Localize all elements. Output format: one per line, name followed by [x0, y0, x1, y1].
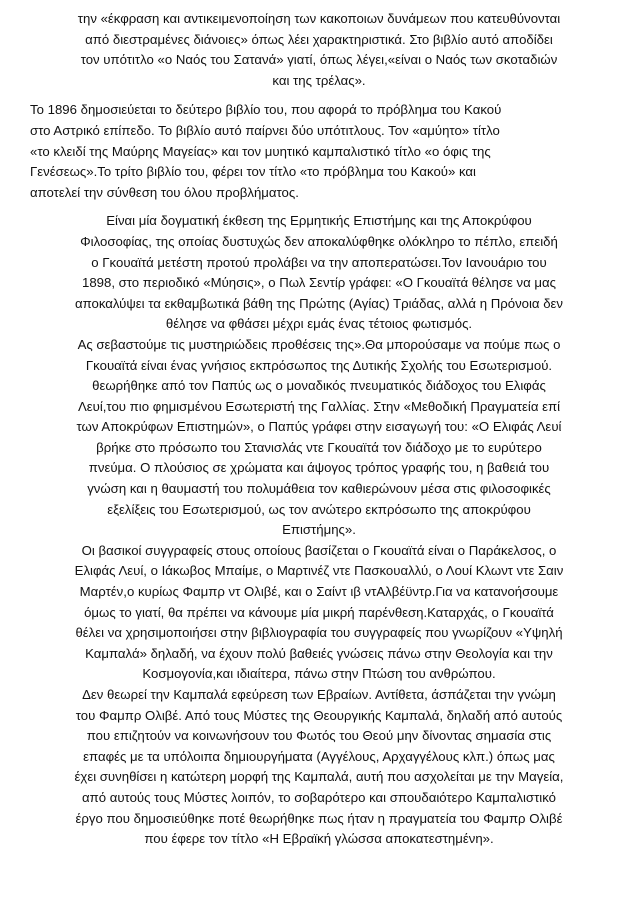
text-line: Είναι μία δογματική έκθεση της Ερμητικής Επιστήμης και της Αποκρύφου — [106, 213, 532, 229]
text-line: πνεύμα. Ο πλούσιος σε χρώματα και άψογος τρόπος γραφής του, η βαθειά του — [88, 460, 550, 476]
text-line: Φιλοσοφίας, της οποίας δυστυχώς δεν αποκαλύφθηκε ολόκληρο το πέπλο, επειδή — [80, 233, 558, 249]
text-line: Γενέσεως».Το τρίτο βιβλίο του, φέρει τον τίτλο «το πρόβλημα του Κακού» και — [30, 164, 476, 180]
text-line: θεωρήθηκε από τον Παπύς ως ο μοναδικός πνευματικός διάδοχος του Ελιφάς — [92, 378, 546, 394]
text-line: θέλει να χρησιμοποιήσει στην βιβλιογραφία του συγγραφείς που γνωρίζουν «Υψηλή — [75, 625, 563, 641]
text-line: του Φαμπρ Ολιβέ. Από τους Μύστες της Θεουργικής Καμπαλά, δηλαδή από αυτούς — [75, 707, 563, 723]
text-line: Ας σεβαστούμε τις μυστηριώδεις προθέσεις της».Θα μπορούσαμε να πούμε πως ο — [77, 336, 561, 352]
text-line: Γκουαϊτά είναι ένας γνήσιος εκπρόσωπος της Δυτικής Σχολής του Εσωτερισμού. — [85, 357, 553, 373]
text-line: Μαρτέν,ο κυρίως Φαμπρ ντ Ολιβέ, και ο Σαίντ ιβ ντΑλβέϋντρ.Για να κατανοήσουμε — [79, 584, 559, 600]
text-line: Καμπαλά» δηλαδή, να έχουν πολύ βαθειές γνώσεις πάνω στην Θεολογία και την — [85, 645, 553, 661]
text-line: των Αποκρύφων Επιστημών», ο Παπύς γράφει στην εισαγωγή του: «Ο Ελιφάς Λευί — [76, 419, 562, 435]
text-line: τον υπότιτλο «ο Ναός του Σατανά» γιατί, όπως λέγει,«είναι ο Ναός των σκοταδιών — [80, 52, 558, 68]
text-line: έργο που δημοσιεύθηκε ποτέ θεωρήθηκε πως ήταν η πραγματεία του Φαμπρ Ολιβέ — [75, 810, 563, 826]
text-line: Το 1896 δημοσιεύεται το δεύτερο βιβλίο του, που αφορά το πρόβλημα του Κακού — [30, 102, 502, 118]
text-line: όμως το γιατί, θα πρέπει να κάνουμε μία μικρή παρένθεση.Καταρχάς, ο Γκουαϊτά — [84, 604, 554, 620]
text-line: που επιζητούν να κοινωνήσουν του Φωτός του Θεού μην δίνοντας σημασία στις — [86, 728, 552, 744]
text-line: ο Γκουαϊτά μετέστη προτού προλάβει να την αποπερατώσει.Τον Ιανουάριο του — [91, 254, 547, 270]
text-line: εξελίξεις του Εσωτερισμού, ως τον ανώτερο εκπρόσωπο της αποκρύφου — [107, 501, 531, 517]
text-line: θέλησε να φθάσει μέχρι εμάς ένας τέτοιος φωτισμός. — [165, 316, 473, 332]
text-line: στο Αστρικό επίπεδο. Το βιβλίο αυτό παίρνει δύο υπότιτλους. Τον «αμύητο» τίτλο — [30, 122, 500, 138]
text-line: από αυτούς τους Μύστες λοιπόν, το σοβαρότερο και σπουδαιότερο Καμπαλιστικό — [82, 789, 556, 805]
text-line: Δεν θεωρεί την Καμπαλά εφεύρεση των Εβραίων. Αντίθετα, άσπάζεται την γνώμη — [82, 687, 556, 702]
text-line: γνώση και η θαυμαστή του πολυμάθεια τον καθιερώνουν μέσα στις φιλοσοφικές — [87, 481, 551, 497]
paragraph-intro-continuation — [30, 9, 608, 91]
text-line: έχει συνηθίσει η κατώτερη μορφή της Καμπαλά, αυτή που ασχολείται με την Μαγεία, — [74, 769, 564, 785]
text-line: Επιστήμης». — [282, 522, 356, 538]
text-line: Λευί,του πιο φημισμένου Εσωτεριστή της Γαλλίας. Στην «Μεθοδική Πραγματεία επί — [77, 398, 561, 414]
text-line: επαφές με τα υπόλοιπα δημιουργήματα (Αγγέλους, Αρχαγγέλους κλπ.) όπως μας — [83, 748, 555, 764]
paragraph-second-book — [30, 100, 608, 203]
paragraph-dogmatic-exposition — [30, 211, 608, 849]
text-line: Οι βασικοί συγγραφείς στους οποίους βασίζεται ο Γκουαϊτά είναι ο Παράκελσος, ο — [81, 542, 557, 558]
text-line: Ελιφάς Λευί, ο Ιάκωβος Μπαίμε, ο Μαρτινέζ ντε Πασκουαλλύ, ο Λουί Κλωντ ντε Σαιν — [74, 563, 564, 579]
text-line: και της τρέλας». — [272, 72, 366, 88]
text-line: Κοσμογονία,και ιδιαίτερα, πάνω στην Πτώση του ανθρώπου. — [142, 666, 496, 682]
text-line: αποτελεί την σύνθεση του όλου προβλήματος. — [30, 184, 299, 200]
text-line: που έφερε τον τίτλο «Η Εβραϊκή γλώσσα αποκατεστημένη». — [144, 831, 494, 847]
text-line: αποκαλύψει τα εκθαμβωτικά βάθη της Πρώτης (Αγίας) Τριάδας, αλλά η Πρόνοια δεν — [74, 295, 564, 311]
text-line: βρήκε στο πρόσωπο του Στανισλάς ντε Γκουαϊτά τον διάδοχο με το ευρύτερο — [96, 439, 542, 455]
text-line: «το κλειδί της Μαύρης Μαγείας» και τον μυητικό καμπαλιστικό τίτλο «ο όφις της — [30, 143, 491, 159]
text-line: την «έκφραση και αντικειμενοποίηση των κακοποιων δυνάμεων που κατευθύνονται — [77, 11, 561, 26]
text-line: 1898, στο περιοδικό «Μύησις», ο Πωλ Σεντίρ γράφει: «Ο Γκουαϊτά θέλησε να μας — [81, 275, 557, 291]
text-line: από διεστραμένες διάνοιες» όπως λέει χαρακτηριστικά. Στο βιβλίο αυτό αποδίδει — [85, 31, 553, 47]
